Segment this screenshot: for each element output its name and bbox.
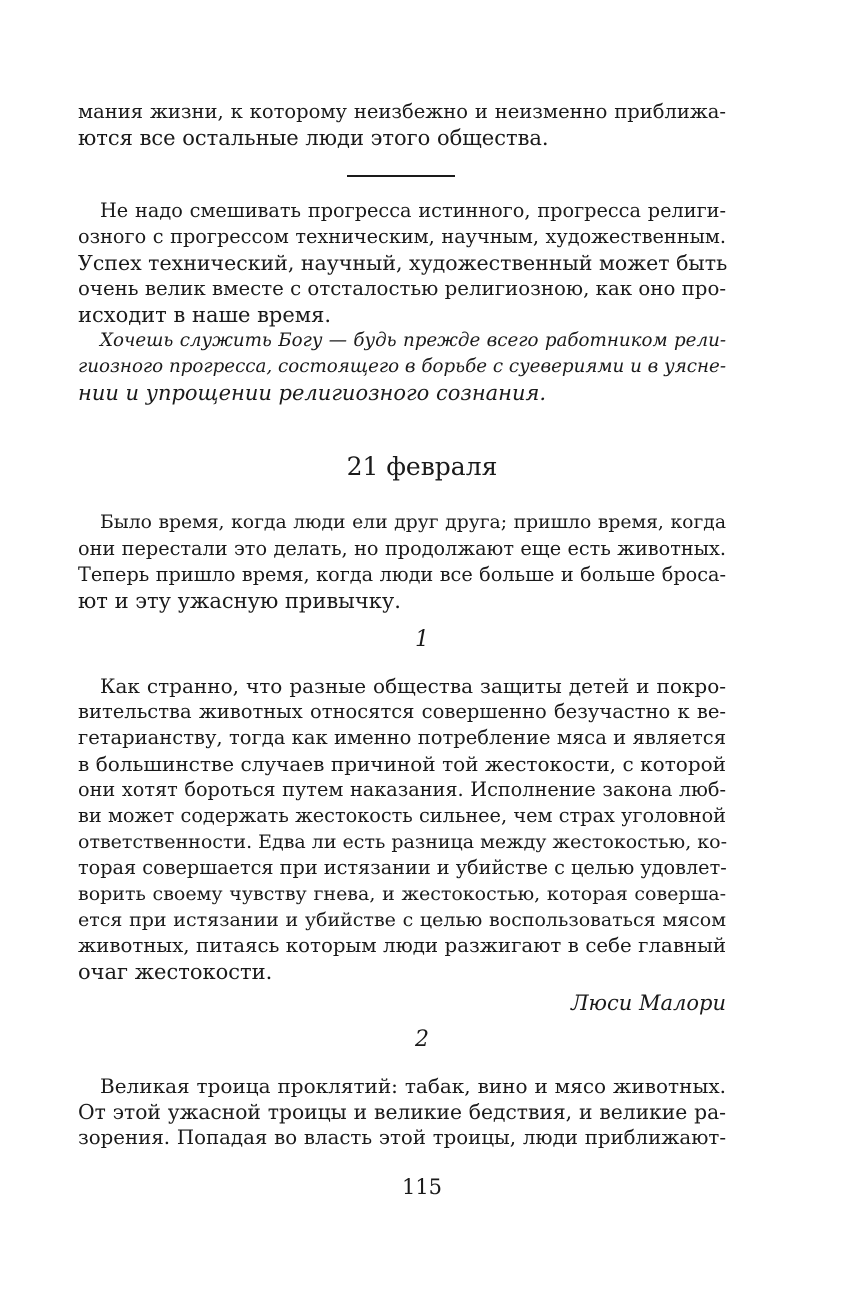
text-line: исходит в наше время. — [78, 303, 332, 327]
text-line: зорения. Попадая во власть этой троицы, люди приближают- — [78, 1126, 726, 1149]
text-line: От этой ужасной троицы и великие бедствия, и великие ра- — [78, 1100, 726, 1124]
italic-line: нии и упрощении религиозного сознания. — [78, 381, 547, 405]
text-line: озного с прогрессом техническим, научным, художественным. — [78, 225, 726, 248]
text-line: Было время, когда люди ели друг друга; пришло время, когда — [100, 512, 726, 533]
text-line: вительства животных относятся совершенно безучастно к ве- — [78, 700, 726, 723]
text-line: животных, питаясь которым люди разжигают в себе главный — [78, 934, 726, 957]
page-number: 115 — [401, 1175, 443, 1199]
text-line: Успех технический, научный, художественный может быть — [78, 251, 728, 275]
text-line: ответственности. Едва ли есть разница между жестокостью, ко- — [78, 831, 728, 853]
text-line: мания жизни, к которому неизбежно и неизменно приближа- — [78, 100, 726, 123]
date-heading: 21 февраля — [346, 452, 498, 481]
text-line: гетарианству, тогда как именно потребление мяса и является — [78, 726, 726, 749]
quote-author: Люси Малори — [571, 991, 726, 1015]
text-line: Великая троица проклятий: табак, вино и мясо животных. — [100, 1074, 726, 1098]
text-line: Не надо смешивать прогресса истинного, прогресса религи- — [100, 199, 726, 222]
text-line: торая совершается при истязании и убийстве с целью удовлет- — [78, 856, 727, 879]
text-line: в большинстве случаев причиной той жестокости, с которой — [78, 752, 726, 776]
text-line: ются все остальные люди этого общества. — [78, 126, 549, 150]
text-line: Как странно, что разные общества защиты детей и покро- — [100, 674, 726, 698]
text-line: Теперь пришло время, когда люди все больше и больше броса- — [78, 563, 726, 586]
text-line: ется при истязании и убийстве с целью воспользоваться мясом — [78, 909, 726, 931]
text-line: очаг жестокости. — [78, 960, 273, 984]
section-divider — [347, 175, 455, 177]
text-line: они хотят бороться путем наказания. Исполнение закона люб- — [78, 778, 726, 801]
text-line: очень велик вместе с отсталостью религиозною, как оно про- — [78, 277, 727, 300]
text-line: ют и эту ужасную привычку. — [78, 589, 401, 613]
text-line: ворить своему чувству гнева, и жестокостью, которая соверша- — [78, 883, 726, 905]
italic-line: гиозного прогресса, состоящего в борьбе с суевериями и в уясне- — [78, 356, 726, 377]
item-number: 2 — [415, 1027, 429, 1052]
italic-line: Хочешь служить Богу — будь прежде всего работником рели- — [100, 330, 726, 351]
item-number: 1 — [415, 627, 429, 652]
text-line: ви может содержать жестокость сильнее, чем страх уголовной — [78, 804, 726, 827]
text-line: они перестали это делать, но продолжают еще есть животных. — [78, 537, 726, 560]
